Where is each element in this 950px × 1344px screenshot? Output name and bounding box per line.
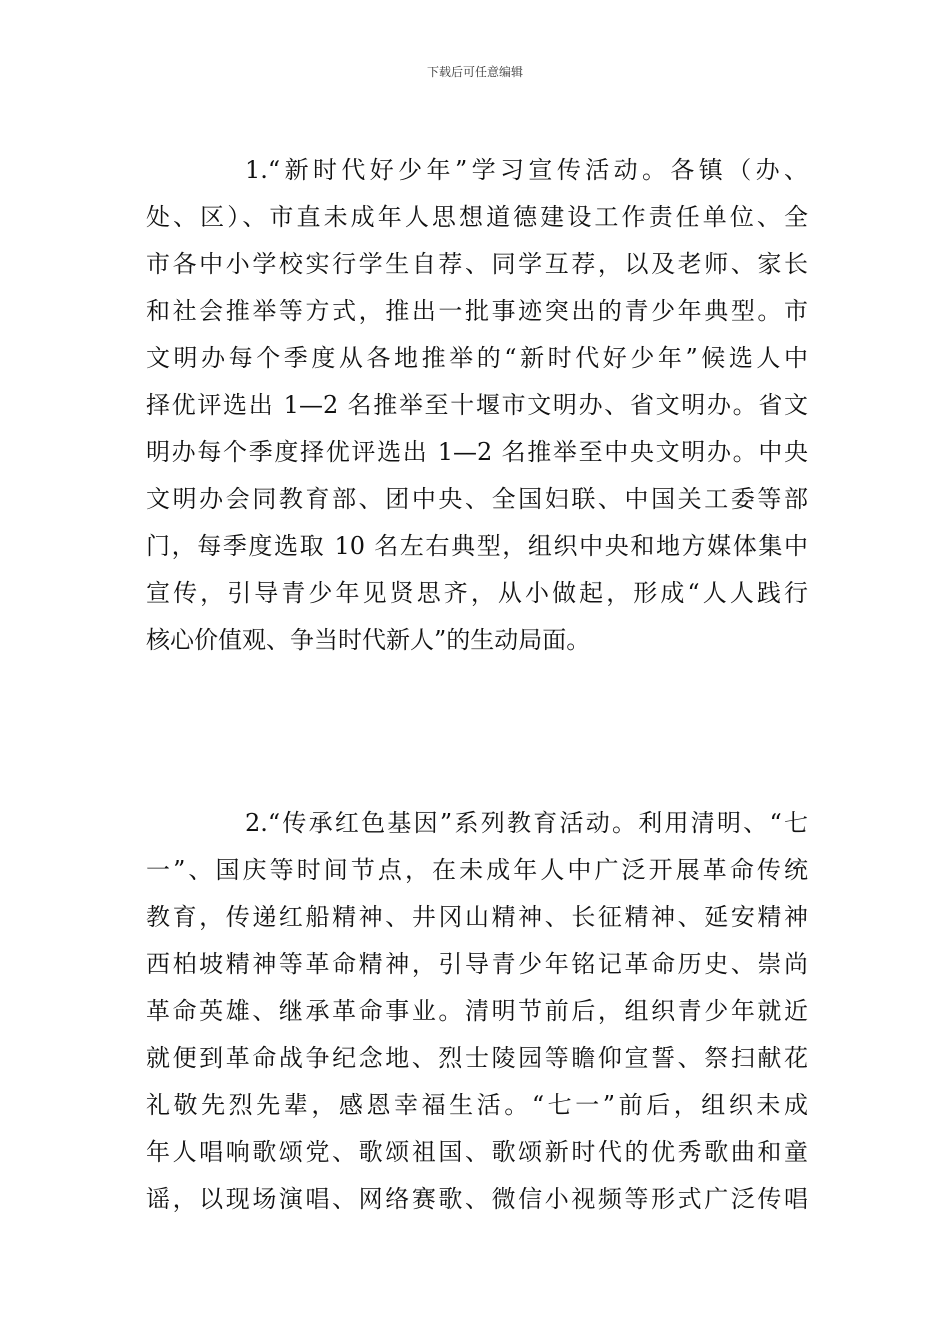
text-line: 1.“新时代好少年”学习宣传活动。各镇（办、 [245, 156, 808, 184]
text-line: 谣，以现场演唱、网络赛歌、微信小视频等形式广泛传唱 [146, 1185, 808, 1213]
text-line: 礼敬先烈先辈，感恩幸福生活。“七一”前后，组织未成 [146, 1091, 808, 1119]
text-line: 择优评选出 1—2 名推举至十堰市文明办、省文明办。省文 [146, 391, 808, 419]
text-line: 文明办会同教育部、团中央、全国妇联、中国关工委等部 [146, 485, 808, 513]
text-line: 门，每季度选取 10 名左右典型，组织中央和地方媒体集中 [146, 532, 808, 560]
text-line: 处、区）、市直未成年人思想道德建设工作责任单位、全 [146, 203, 808, 231]
text-line: 一”、国庆等时间节点，在未成年人中广泛开展革命传统 [146, 856, 808, 884]
text-line: 西柏坡精神等革命精神，引导青少年铭记革命历史、崇尚 [146, 950, 808, 978]
text-line: 革命英雄、继承革命事业。清明节前后，组织青少年就近 [146, 997, 808, 1025]
paragraph-1 [146, 147, 808, 664]
text-line: 文明办每个季度从各地推举的“新时代好少年”候选人中 [146, 344, 808, 372]
text-line: 宣传，引导青少年见贤思齐，从小做起，形成“人人践行 [146, 579, 808, 607]
text-line: 核心价值观、争当时代新人”的生动局面。 [146, 626, 591, 654]
text-line: 年人唱响歌颂党、歌颂祖国、歌颂新时代的优秀歌曲和童 [146, 1138, 808, 1166]
page-header: 下载后可任意编辑 [426, 65, 523, 79]
text-line: 市各中小学校实行学生自荐、同学互荐，以及老师、家长 [146, 250, 808, 278]
paragraph-2 [146, 800, 808, 1223]
text-line: 明办每个季度择优评选出 1—2 名推举至中央文明办。中央 [146, 438, 808, 466]
text-line: 教育，传递红船精神、井冈山精神、长征精神、延安精神 [146, 903, 808, 931]
text-line: 和社会推举等方式，推出一批事迹突出的青少年典型。市 [146, 297, 808, 325]
text-line: 2.“传承红色基因”系列教育活动。利用清明、“七 [245, 809, 808, 837]
text-line: 就便到革命战争纪念地、烈士陵园等瞻仰宣誓、祭扫献花 [146, 1044, 808, 1072]
